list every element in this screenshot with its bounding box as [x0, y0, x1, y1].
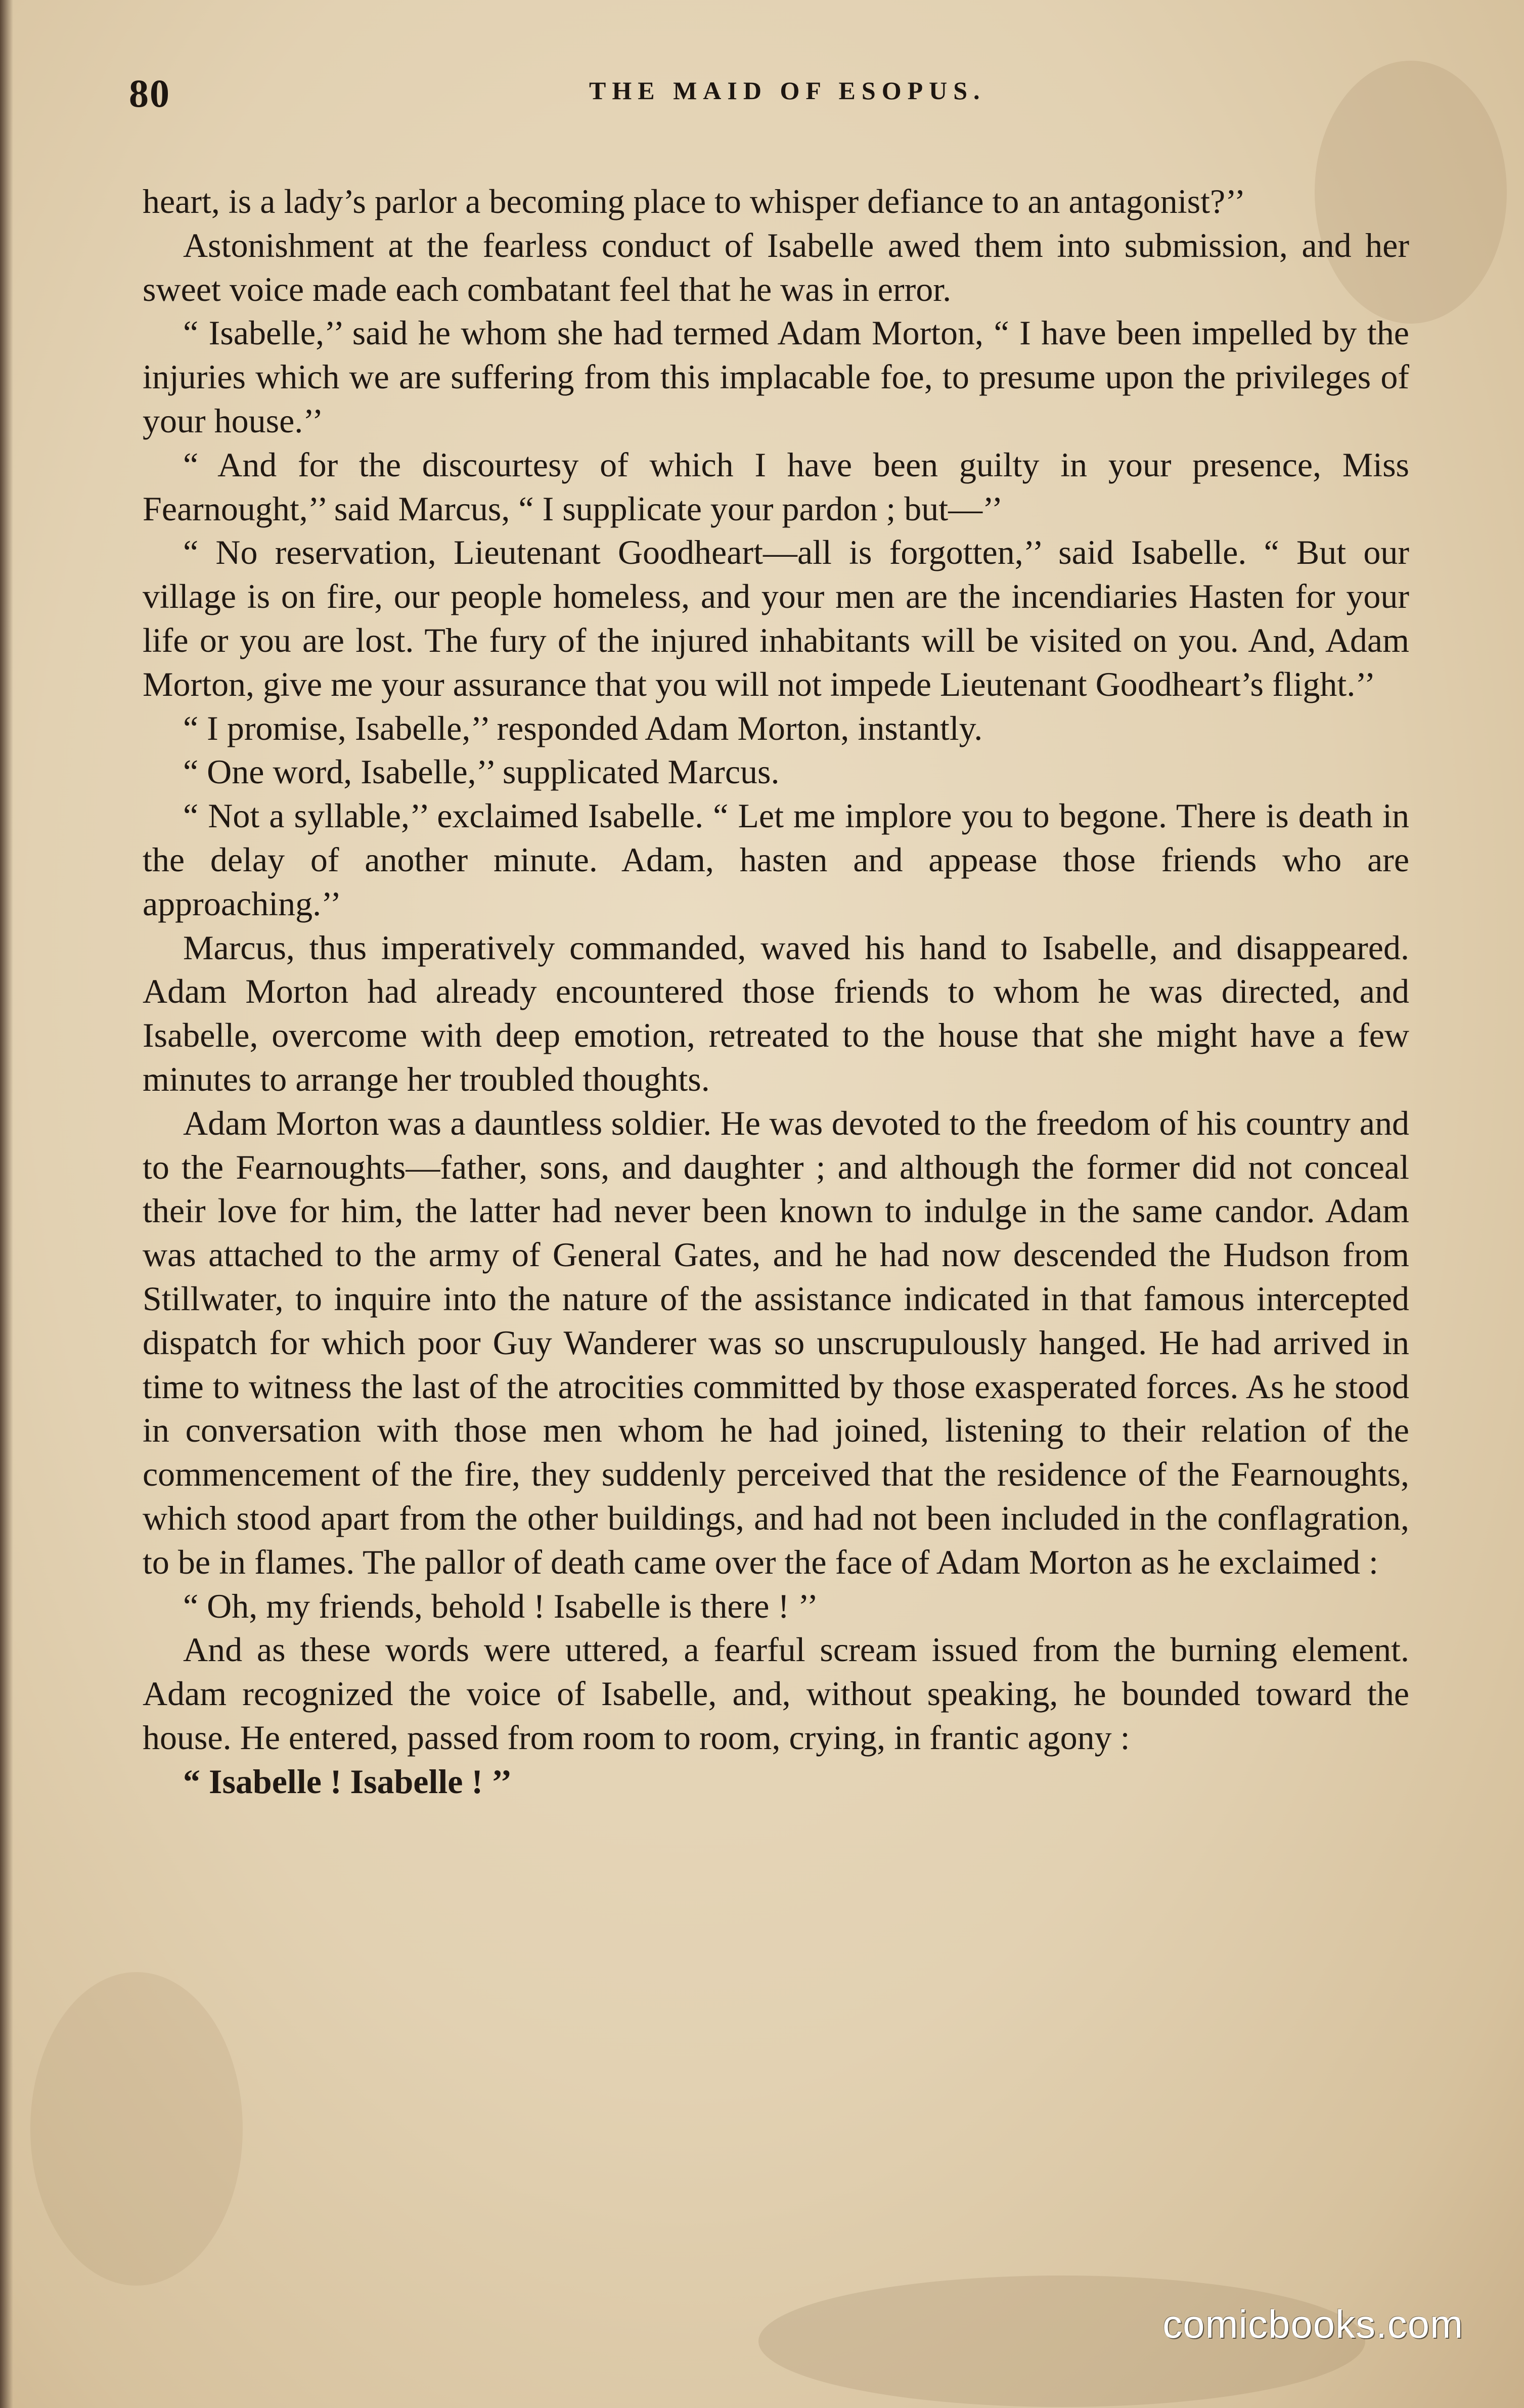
paragraph: “ Not a syllable,’’ exclaimed Isabelle. “ Let me implore you to begone. There is death in the delay of another minute. Adam, hasten and appease those friends who are approaching.’’: [143, 796, 1409, 923]
paper-stain: [30, 1972, 243, 2286]
watermark: comicbooks.com: [1162, 2302, 1463, 2346]
page-number: 80: [129, 71, 170, 115]
paragraph: And as these words were uttered, a fearful scream issued from the burning element. Adam recognized the voice of Isabelle, and, without speaking, he bounded toward the house. He entered, passed from room to room, crying, in frantic agony :: [143, 1630, 1409, 1757]
paragraph: “ I promise, Isabelle,’’ responded Adam Morton, instantly.: [183, 708, 983, 747]
paragraph: Adam Morton was a dauntless soldier. He was devoted to the freedom of his country and to the Fearnoughts—father, sons, and daughter ; and although the former did not conceal their love for him, the latter had never been known to indulge in the same candor. Adam was attached to the army of General Gates, and he had now descended the Hudson from Stillwater, to inquire into the nature of the assistance indicated in that famous intercepted dispatch for which poor Guy Wanderer was so unscrupulously hanged. He had arrived in time to witness the last of the atrocities committed by those exasperated forces. As he stood in conversation with those men whom he had joined, listening to their relation of the commencement of the fire, they suddenly perceived that the residence of the Fearnoughts, which stood apart from the other buildings, and had not been included in the conflagration, to be in flames. The pallor of death came over the face of Adam Morton as he exclaimed :: [143, 1103, 1409, 1581]
paragraph: “ And for the discourtesy of which I have been guilty in your presence, Miss Fearnought,’’ said Marcus, “ I supplicate your pardon ; but—’’: [143, 445, 1409, 528]
running-head: [129, 71, 1413, 126]
paragraph: “ One word, Isabelle,’’ supplicated Marcus.: [183, 752, 780, 791]
paragraph: “ Oh, my friends, behold ! Isabelle is there ! ’’: [183, 1586, 819, 1625]
paragraph: Marcus, thus imperatively commanded, waved his hand to Isabelle, and disappeared. Adam Morton had already encountered those friends to whom he was directed, and Isabelle, overcome with deep emotion, retreated to the house that she might have a few minutes to arrange her troubled thoughts.: [143, 928, 1409, 1098]
paragraph: heart, is a lady’s parlor a becoming place to whisper defiance to an antagonist?’’: [143, 182, 1246, 220]
paragraph: “ Isabelle ! Isabelle ! ’’: [183, 1762, 512, 1801]
paragraph: “ No reservation, Lieutenant Goodheart—all is forgotten,’’ said Isabelle. “ But our village is on fire, our people homeless, and your men are the incendiaries Hasten for your life or you are lost. The fury of the injured inhabitants will be visited on you. And, Adam Morton, give me your assurance that you will not impede Lieutenant Goodheart’s flight.’’: [143, 533, 1409, 703]
paragraph: “ Isabelle,’’ said he whom she had termed Adam Morton, “ I have been impelled by the injuries which we are suffering from this implacable foe, to presume upon the privileges of your house.’’: [143, 314, 1409, 440]
body-text: [143, 180, 1409, 1803]
paragraph: Astonishment at the fearless conduct of Isabelle awed them into submission, and her sweet voice made each combatant feel that he was in error.: [143, 226, 1409, 308]
running-title: THE MAID OF ESOPUS.: [589, 76, 986, 105]
page-edge-shadow: [0, 0, 13, 2408]
